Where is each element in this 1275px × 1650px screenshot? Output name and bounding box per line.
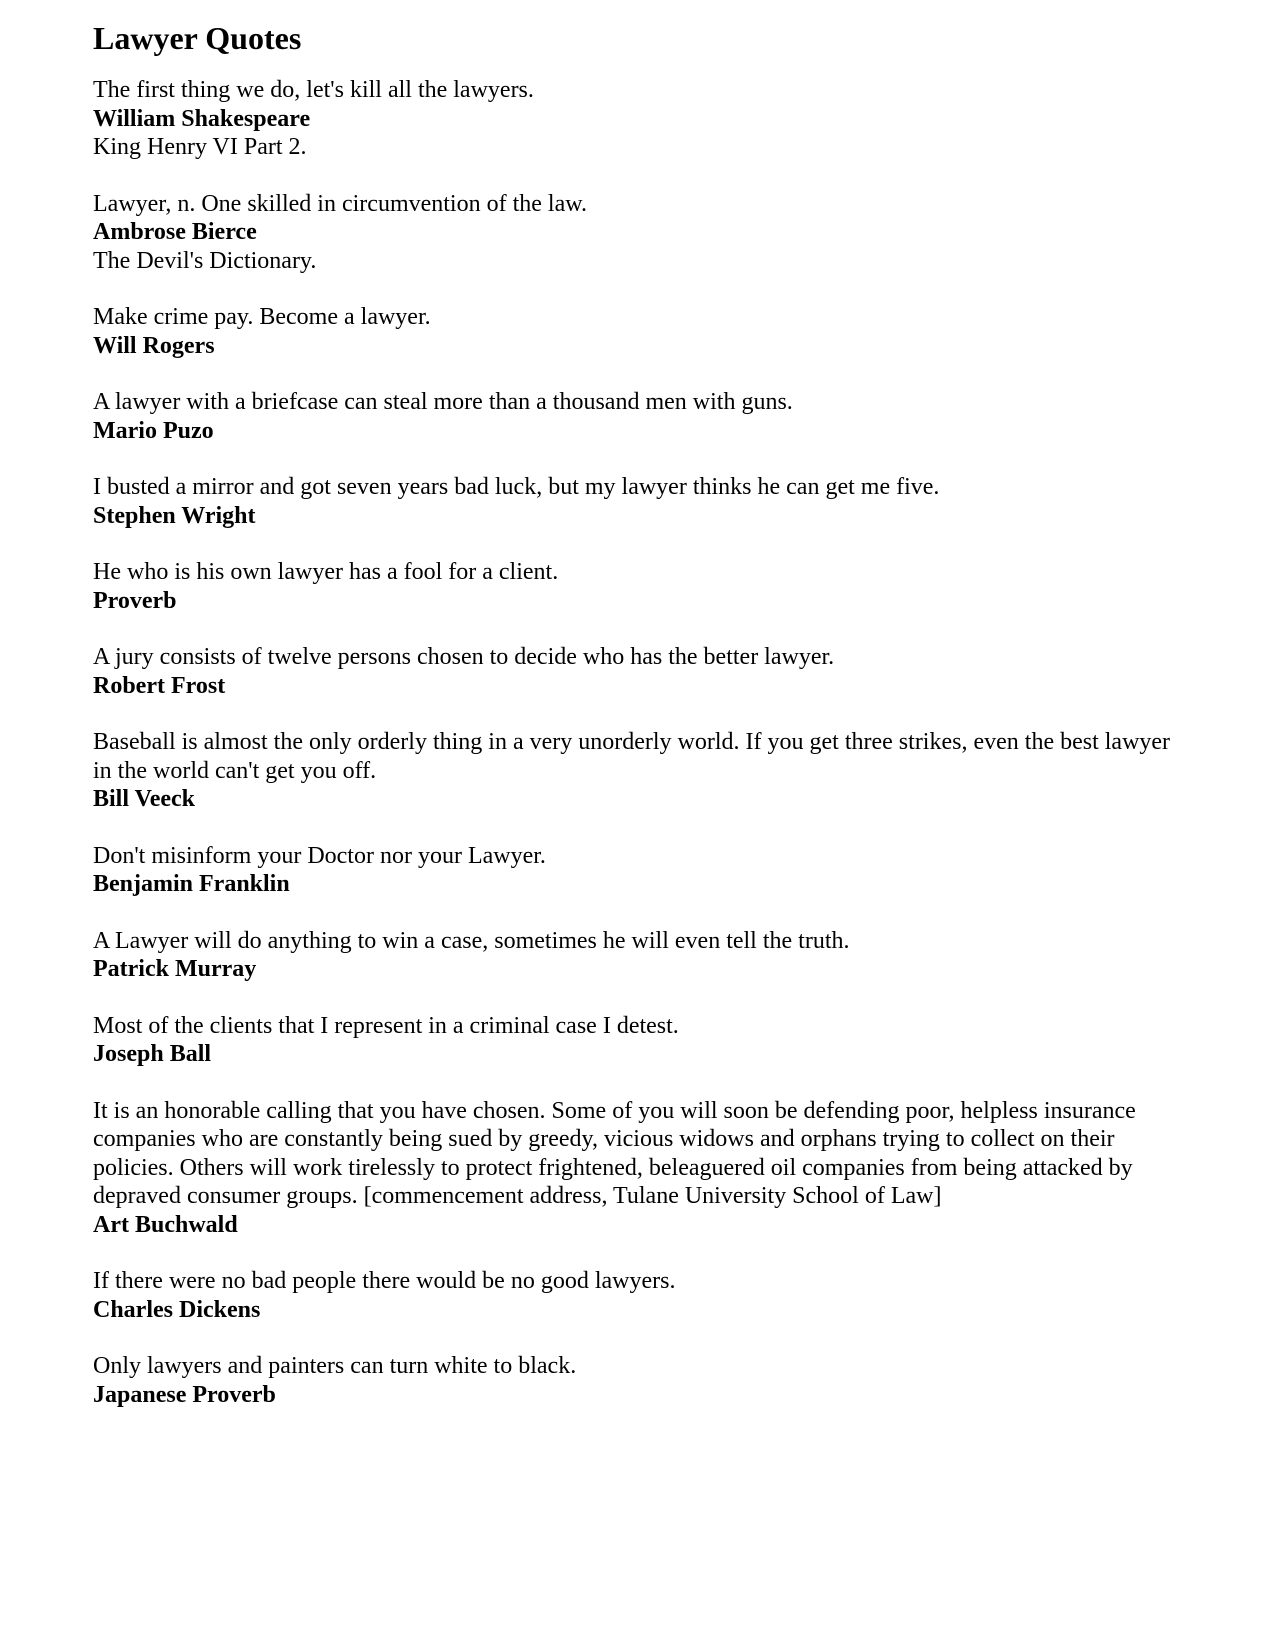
quote-text: I busted a mirror and got seven years bad luck, but my lawyer thinks he can get me five. bbox=[93, 474, 940, 500]
quote-author: Stephen Wright bbox=[93, 502, 256, 529]
quote-author: Joseph Ball bbox=[93, 1041, 212, 1067]
quote-item-2 bbox=[93, 190, 1175, 276]
quote-author: Charles Dickens bbox=[93, 1296, 261, 1323]
quote-text: Most of the clients that I represent in a criminal case I detest. bbox=[93, 1012, 679, 1039]
quote-text: Only lawyers and painters can turn white to black. bbox=[93, 1353, 577, 1379]
quote-item-14 bbox=[93, 1352, 1175, 1409]
quote-text: Make crime pay. Become a lawyer. bbox=[93, 304, 431, 330]
quote-author: Proverb bbox=[93, 587, 177, 614]
quote-text: A jury consists of twelve persons chosen to decide who has the better lawyer. bbox=[93, 644, 835, 670]
quote-author: Japanese Proverb bbox=[93, 1381, 276, 1408]
quote-source: The Devil's Dictionary. bbox=[93, 247, 317, 274]
quote-item-1 bbox=[93, 76, 1175, 162]
quote-text: The first thing we do, let's kill all the lawyers. bbox=[93, 77, 534, 103]
quote-item-4 bbox=[93, 388, 1175, 445]
quote-author: Bill Veeck bbox=[93, 786, 196, 812]
quote-item-12 bbox=[93, 1097, 1175, 1240]
quote-item-3 bbox=[93, 303, 1175, 360]
quote-item-9 bbox=[93, 842, 1175, 899]
quote-author: Robert Frost bbox=[93, 672, 226, 699]
quote-list bbox=[93, 76, 1175, 1409]
quote-item-5 bbox=[93, 473, 1175, 530]
quote-item-6 bbox=[93, 558, 1175, 615]
quote-author: Mario Puzo bbox=[93, 417, 214, 444]
quote-text: A Lawyer will do anything to win a case, sometimes he will even tell the truth. bbox=[93, 927, 850, 954]
quote-text: If there were no bad people there would be no good lawyers. bbox=[93, 1268, 676, 1294]
quote-source: King Henry VI Part 2. bbox=[93, 134, 307, 160]
quote-item-7 bbox=[93, 643, 1175, 700]
quote-text: Lawyer, n. One skilled in circumvention of the law. bbox=[93, 190, 588, 217]
quote-author: Art Buchwald bbox=[93, 1211, 238, 1238]
quote-item-11 bbox=[93, 1012, 1175, 1069]
quote-author: Patrick Murray bbox=[93, 956, 257, 982]
page-title: Lawyer Quotes bbox=[93, 20, 302, 56]
quote-text: Baseball is almost the only orderly thing in a very unorderly world. If you get three strikes, even the best lawyer in the world can't get you off. bbox=[93, 729, 1171, 784]
quote-item-10 bbox=[93, 927, 1175, 984]
quote-author: William Shakespeare bbox=[93, 105, 311, 132]
quote-author: Ambrose Bierce bbox=[93, 219, 257, 245]
quote-item-13 bbox=[93, 1267, 1175, 1324]
quote-author: Will Rogers bbox=[93, 332, 215, 359]
quote-text: Don't misinform your Doctor nor your Lawyer. bbox=[93, 842, 546, 869]
quote-author: Benjamin Franklin bbox=[93, 871, 290, 897]
quote-text: A lawyer with a briefcase can steal more than a thousand men with guns. bbox=[93, 389, 793, 415]
quote-text: It is an honorable calling that you have chosen. Some of you will soon be defending poor, helpless insurance companies who are constantly being sued by greedy, vicious widows and orphans trying to collect on their policies. Others will work tirelessly to protect frightened, beleaguered oil companies from being attacked by depraved consumer groups. [commencement address, Tulane University School of Law] bbox=[93, 1097, 1136, 1209]
quote-item-8 bbox=[93, 728, 1175, 814]
quote-text: He who is his own lawyer has a fool for a client. bbox=[93, 559, 559, 585]
